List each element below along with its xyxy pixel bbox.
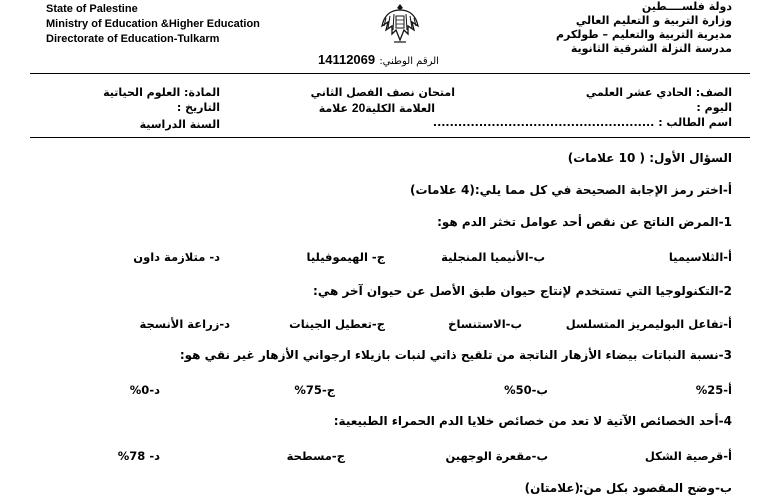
header-en-line-3: Directorate of Education-Tulkarm [46, 33, 220, 45]
q1-item-3-option-d: د-0% [129, 383, 160, 397]
national-number-value: 14112069 [318, 52, 376, 67]
q1-item-4-option-d: د- 78% [117, 449, 160, 463]
total-marks-value: 20 [351, 101, 366, 115]
total-marks-label: العلامة الكلية [365, 102, 435, 115]
q1-item-1-option-d: د- متلازمة داون [133, 250, 220, 264]
header-ar-line-1: دولة فلســــطين [641, 0, 732, 13]
q1-item-1-option-c: ج- الهيموفيليا [306, 250, 385, 264]
q1-item-3-option-a: أ-25% [695, 383, 732, 397]
academic-year-label: السنة الدراسية [139, 118, 220, 131]
q1-item-3-option-b: ب-50% [504, 383, 548, 397]
q1-item-4-option-a: أ-قرصية الشكل [644, 449, 732, 463]
q1-item-2-option-c: ج-تعطيل الجينات [289, 317, 385, 331]
national-number-line [318, 52, 439, 67]
q1-item-4-question: 4-أحد الخصائص الآتية لا تعد من خصائص خلايا الدم الحمراء الطبيعية: [333, 414, 732, 428]
header-en-line-1: State of Palestine [46, 3, 138, 15]
student-name-field: اسم الطالب : ..................................................... [432, 116, 732, 129]
total-marks [319, 101, 435, 115]
q1-item-3-question: 3-نسبة النباتات بيضاء الأزهار الناتجة من تلقيح ذاتي لنبات بازيلاء ارجواني الأزهار غير نقي هو: [179, 348, 732, 362]
q1-item-1-option-a: أ-الثلاسيميا [668, 250, 732, 264]
q1-item-2-option-d: د-زراعة الأنسجة [139, 317, 230, 331]
q1-item-1-question: 1-المرض الناتج عن نقص أحد عوامل تخثر الدم هو: [437, 215, 732, 229]
subject-label: المادة: العلوم الحياتية [103, 86, 220, 99]
q1-item-4-option-c: ج-مسطحة [286, 449, 345, 463]
q1-item-2-question: 2-التكنولوجيا التي تستخدم لإنتاج حيوان طبق الأصل عن حيوان آخر هي: [313, 284, 732, 298]
q1-part-b-instruction: ب-وضح المقصود بكل من: [578, 481, 732, 495]
q1-item-3-option-c: ج-75% [294, 383, 335, 397]
q1-part-b-marks: (علامتان) [524, 481, 580, 495]
q1-part-a-instruction: أ-اختر رمز الإجابة الصحيحة في كل مما يلي:(4 علامات) [410, 183, 732, 197]
exam-title: امتحان نصف الفصل الثاني [310, 86, 455, 99]
day-label: اليوم : [696, 101, 732, 114]
q1-item-2-option-b: ب-الاستنساخ [448, 317, 522, 331]
header-divider [30, 73, 750, 74]
q1-item-4-option-b: ب-مقعرة الوجهين [445, 449, 548, 463]
total-marks-unit: علامة [318, 102, 349, 115]
info-divider [30, 137, 750, 138]
q1-item-2-option-a: أ-تفاعل البوليمريز المتسلسل [565, 317, 732, 331]
date-label: التاريخ : [176, 101, 220, 114]
grade-label: الصف: الحادي عشر العلمي [585, 86, 732, 99]
palestine-eagle-emblem-icon [380, 0, 420, 46]
header-ar-line-2: وزارة التربية و التعليم العالي [575, 14, 732, 27]
header-ar-line-4: مدرسة النزلة الشرقية الثانوية [570, 42, 732, 55]
header-en-line-2: Ministry of Education &Higher Education [46, 18, 260, 30]
header-ar-line-3: مديرية التربية والتعليم – طولكرم [555, 28, 732, 41]
q1-title: السؤال الأول: ( 10 علامات) [567, 151, 732, 165]
national-number-label: الرقم الوطني: [379, 56, 439, 67]
q1-item-1-option-b: ب-الأنيميا المنجلية [441, 250, 545, 264]
